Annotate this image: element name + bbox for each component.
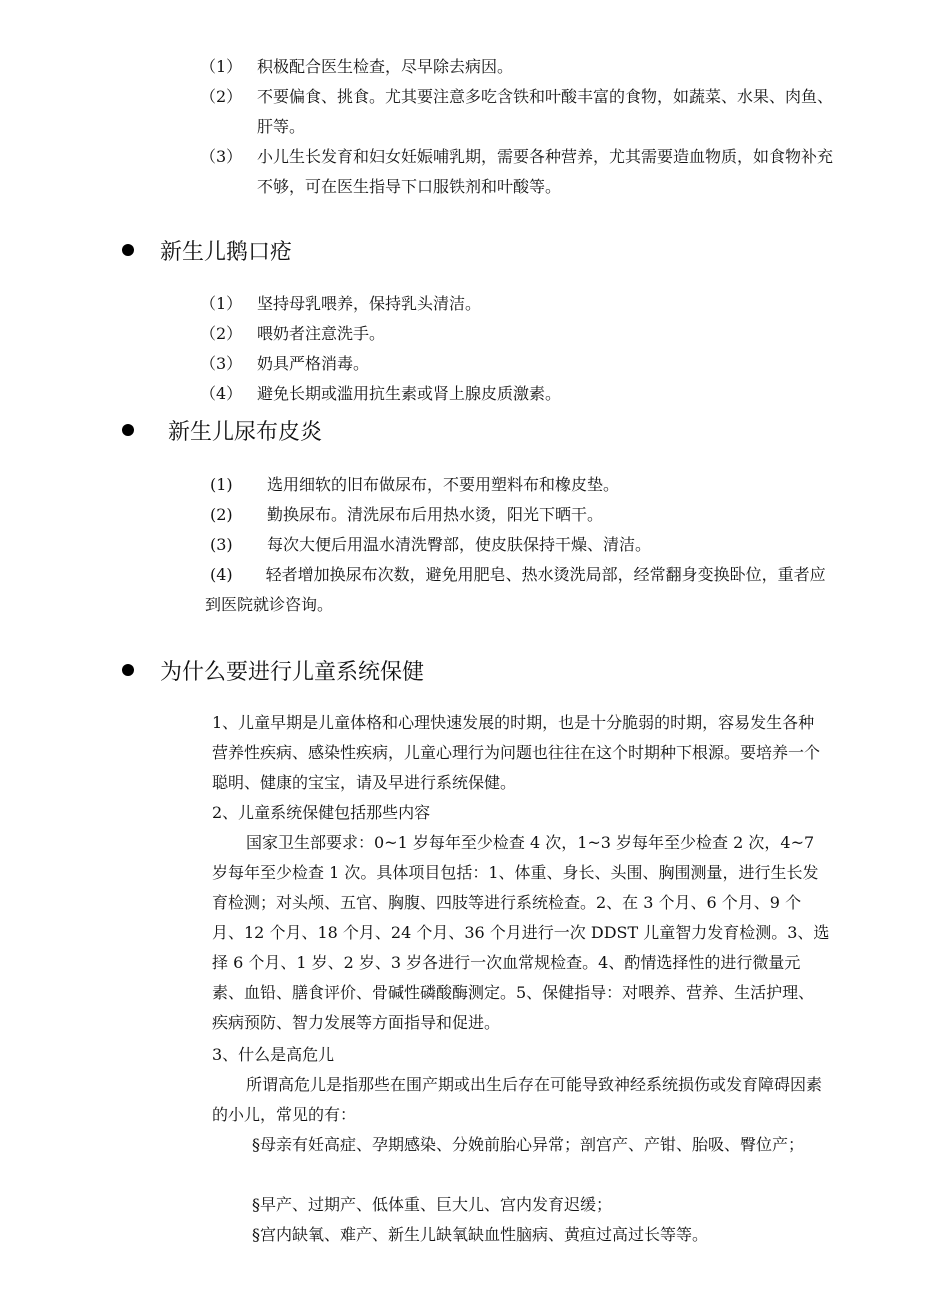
- bullet-icon: [122, 424, 134, 436]
- item-text: 每次大便后用温水清洗臀部，使皮肤保持干燥、清洁。: [267, 535, 652, 554]
- item-number: （4）: [200, 384, 243, 403]
- item-text: 不要偏食、挑食。尤其要注意多吃含铁和叶酸丰富的食物，如蔬菜、水果、肉鱼、肝等。: [257, 87, 834, 136]
- item-text: 选用细软的旧布做尿布，不要用塑料布和橡皮垫。: [267, 475, 620, 494]
- section-heading: [122, 238, 293, 268]
- item-text: 积极配合医生检查，尽早除去病因。: [257, 57, 514, 76]
- item-text: 勤换尿布。清洗尿布后用热水烫，阳光下晒干。: [267, 505, 604, 524]
- bullet-icon: [122, 244, 134, 256]
- list-item: §宫内缺氧、难产、新生儿缺氧缺血性脑病、黄疸过高过长等等。: [252, 1225, 709, 1244]
- item-number: (1): [210, 475, 233, 494]
- item-text: 奶具严格消毒。: [257, 354, 370, 373]
- item-number: （1）: [200, 294, 243, 313]
- item-number: (4): [210, 565, 233, 584]
- paragraph: 1、儿童早期是儿童体格和心理快速发展的时期，也是十分脆弱的时期，容易发生各种营养性疾病、感染性疾病，儿童心理行为问题也往往在这个时期种下根源。要培养一个聪明、健康的宝宝，请及早进行系统保健。: [212, 713, 821, 792]
- item-text: 坚持母乳喂养，保持乳头清洁。: [257, 294, 482, 313]
- item-text: 轻者增加换尿布次数，避免用肥皂、热水烫洗局部，经常翻身变换卧位，重者应到医院就诊咨询。: [205, 565, 826, 614]
- paragraph: 所谓高危儿是指那些在围产期或出生后存在可能导致神经系统损伤或发育障碍因素的小儿，常见的有：: [212, 1075, 823, 1124]
- item-number: （2）: [200, 87, 243, 106]
- list-item: [205, 560, 830, 620]
- subheading: 3、什么是高危儿: [212, 1045, 335, 1064]
- item-text: 小儿生长发育和妇女妊娠哺乳期，需要各种营养，尤其需要造血物质，如食物补充不够，可在医生指导下口服铁剂和叶酸等。: [257, 147, 834, 196]
- heading-text: 为什么要进行儿童系统保健: [160, 660, 425, 685]
- bullet-icon: [122, 664, 134, 676]
- item-number: （1）: [200, 57, 243, 76]
- heading-text: 新生儿鹅口疮: [160, 240, 293, 265]
- list-item: §早产、过期产、低体重、巨大儿、宫内发育迟缓；: [252, 1195, 613, 1214]
- list-item: §母亲有妊高症、孕期感染、分娩前胎心异常；剖宫产、产钳、胎吸、臀位产；: [252, 1135, 805, 1154]
- item-text: 喂奶者注意洗手。: [257, 324, 386, 343]
- item-number: (2): [210, 505, 233, 524]
- item-number: （3）: [200, 147, 243, 166]
- item-number: （3）: [200, 354, 243, 373]
- heading-text: 新生儿尿布皮炎: [168, 420, 323, 445]
- section-heading: [122, 658, 425, 688]
- subheading: 2、儿童系统保健包括那些内容: [212, 803, 431, 822]
- paragraph: 国家卫生部要求：0~1 岁每年至少检查 4 次，1~3 岁每年至少检查 2 次，4~7 岁每年至少检查 1 次。具体项目包括：1、体重、身长、头围、胸围测量，进行生长发育检测；对头颅、五官、胸腹、四肢等进行系统检查。2、在 3 个月、6 个月、9 个月、12 个月、18 个月、24 个月、36 个月进行一次 DDST 儿童智力发育检测。3、选择 6 个月、1 岁、2 岁、3 岁各进行一次血常规检查。4、酌情选择性的进行微量元素、血铅、膳食评价、骨碱性磷酸酶测定。5、保健指导：对喂养、营养、生活护理、疾病预防、智力发展等方面指导和促进。: [212, 833, 830, 1032]
- item-number: （2）: [200, 324, 243, 343]
- item-text: 避免长期或滥用抗生素或肾上腺皮质激素。: [257, 384, 562, 403]
- item-number: (3): [210, 535, 233, 554]
- section-heading: [122, 418, 323, 448]
